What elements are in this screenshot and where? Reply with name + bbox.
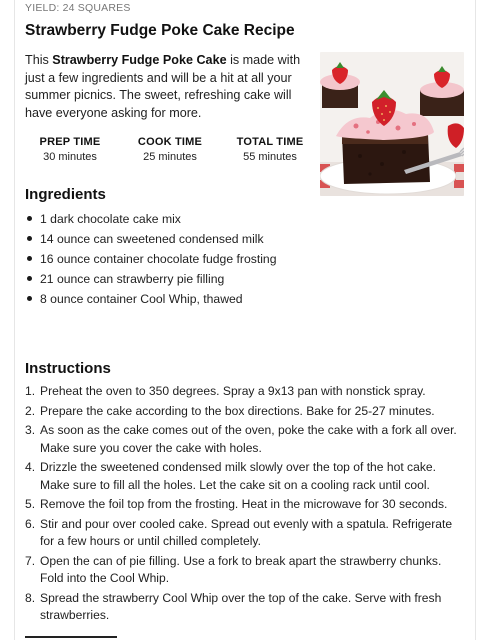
instruction-step: [25, 459, 465, 494]
instruction-step: [25, 403, 465, 421]
cook-time-label: COOK TIME: [137, 136, 203, 148]
recipe-photo: [320, 52, 464, 196]
prep-time: [25, 136, 115, 163]
bullet-icon: [27, 256, 32, 261]
description-intro: This: [25, 53, 53, 67]
recipe-title: Strawberry Fudge Poke Cake Recipe: [25, 22, 295, 39]
instruction-step: [25, 590, 465, 625]
bullet-icon: [27, 296, 32, 301]
bullet-icon: [27, 276, 32, 281]
step-text: Open the can of pie filling. Use a fork to break apart the strawberry chunks. Fold into the Cool Whip.: [40, 553, 442, 585]
step-number: 1.: [25, 384, 36, 398]
step-text: Preheat the oven to 350 degrees. Spray a 9x13 pan with nonstick spray.: [40, 384, 426, 398]
step-text: Drizzle the sweetened condensed milk slowly over the top of the hot cake. Make sure to fill all the holes. Let the cake sit on a cooling rack until cool.: [40, 460, 436, 492]
step-number: 7.: [25, 553, 36, 568]
ingredients-list: [25, 209, 276, 309]
prep-time-label: PREP TIME: [39, 136, 101, 148]
recipe-description: [25, 52, 313, 122]
ingredient-item: 21 ounce can strawberry pie filling: [25, 269, 276, 289]
bullet-icon: [27, 216, 32, 221]
step-number: 8.: [25, 590, 36, 605]
recipe-times: [25, 136, 315, 163]
ingredient-item: 8 ounce container Cool Whip, thawed: [25, 289, 276, 309]
total-time-value: 55 minutes: [243, 151, 297, 163]
prep-time-value: 30 minutes: [43, 151, 97, 163]
step-number: 3.: [25, 423, 36, 437]
recipe-yield: YIELD: 24 SQUARES: [25, 2, 131, 14]
step-text: Remove the foil top from the frosting. Heat in the microwave for 30 seconds.: [40, 497, 448, 511]
instructions-list: [25, 383, 465, 627]
step-text: As soon as the cake comes out of the oven, poke the cake with a fork all over. Make sure you cover the cake with holes.: [40, 423, 457, 455]
step-number: 2.: [25, 403, 36, 418]
cook-time-value: 25 minutes: [143, 151, 197, 163]
step-number: 5.: [25, 497, 36, 511]
bullet-icon: [27, 236, 32, 241]
instruction-step: [25, 516, 465, 551]
cook-time: [125, 136, 215, 163]
instruction-step: [25, 553, 465, 588]
step-text: Stir and pour over cooled cake. Spread out evenly with a spatula. Refrigerate for a few hours or until chilled completely.: [40, 516, 453, 548]
step-text: Spread the strawberry Cool Whip over the top of the cake. Serve with fresh strawberries.: [40, 590, 442, 622]
instructions-heading: Instructions: [25, 360, 111, 377]
total-time: [225, 136, 315, 163]
step-number: 6.: [25, 516, 36, 531]
total-time-label: TOTAL TIME: [236, 136, 304, 148]
description-rest: is made with just a few ingredients and will be a hit at all your summer picnics. The sweet, refreshing cake will have everyone asking for more.: [25, 53, 301, 120]
ingredients-heading: Ingredients: [25, 186, 106, 203]
ingredient-item: 1 dark chocolate cake mix: [25, 209, 276, 229]
instruction-step: [25, 383, 465, 401]
step-number: 4.: [25, 460, 36, 474]
instruction-step: [25, 496, 465, 514]
section-divider: [25, 636, 117, 638]
description-bold: Strawberry Fudge Poke Cake: [52, 53, 227, 67]
step-text: Prepare the cake according to the box directions. Bake for 25-27 minutes.: [40, 403, 435, 418]
ingredient-item: 14 ounce can sweetened condensed milk: [25, 229, 276, 249]
instruction-step: [25, 422, 465, 457]
ingredient-item: 16 ounce container chocolate fudge frosting: [25, 249, 276, 269]
